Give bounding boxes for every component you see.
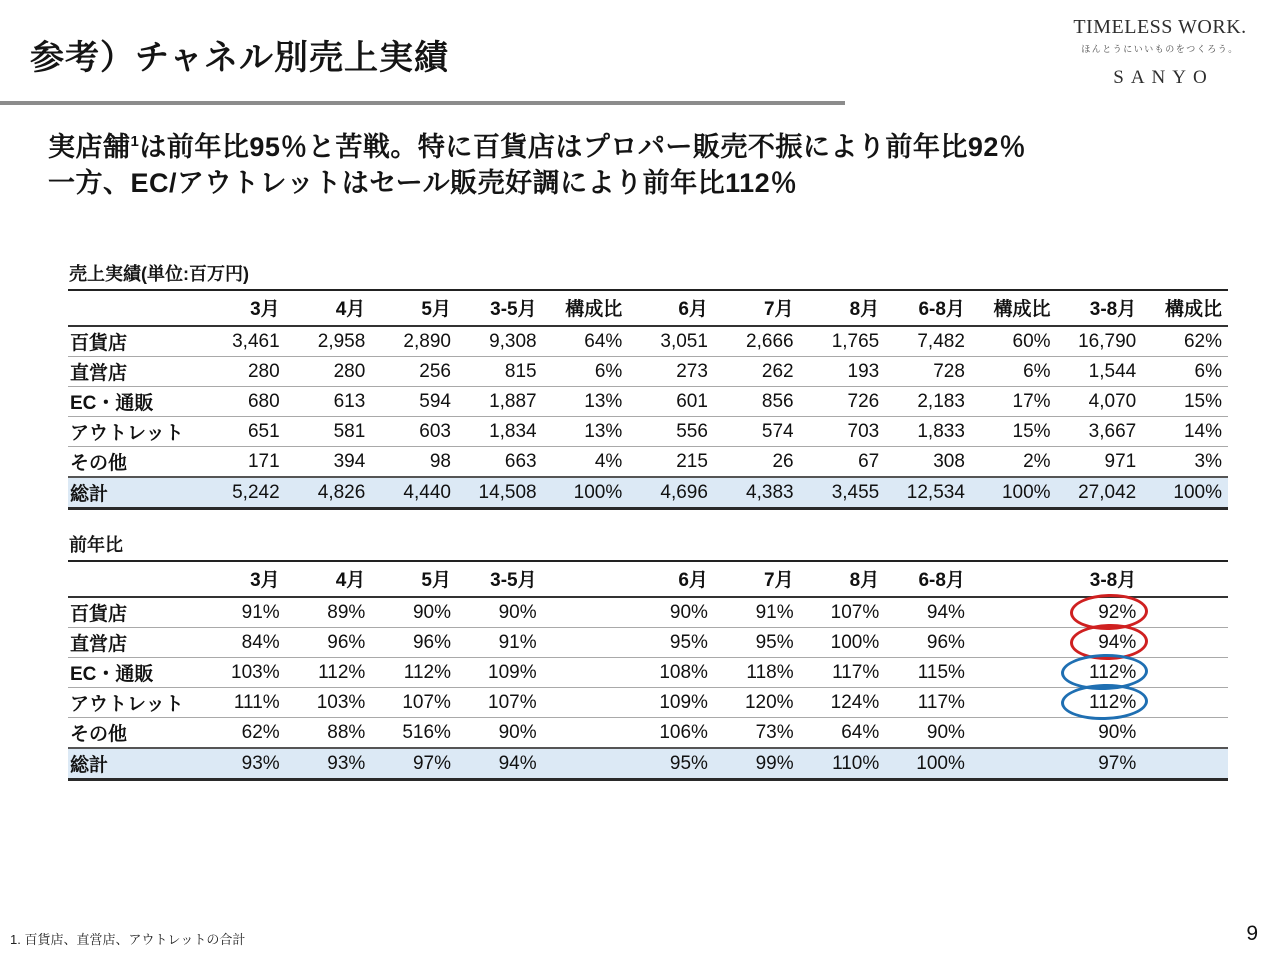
lead-message xyxy=(48,130,1026,202)
table-cell: 17% xyxy=(1012,390,1051,412)
table-cell: 1,544 xyxy=(1088,360,1137,382)
table-cell: 98 xyxy=(429,450,451,472)
yoy-table-caption: 前年比 xyxy=(69,535,123,555)
table-cell: 3,461 xyxy=(232,330,280,352)
header-row xyxy=(68,290,1228,326)
table-cell: 601 xyxy=(676,390,708,412)
table-cell: 703 xyxy=(847,420,880,442)
table-cell: 16,790 xyxy=(1078,330,1137,352)
table-cell: 94% xyxy=(926,601,965,623)
table-cell xyxy=(971,628,1057,658)
table-cell: 64% xyxy=(841,721,880,743)
table-cell: 95% xyxy=(669,752,708,774)
table-cell: 103% xyxy=(316,691,366,713)
table-cell: 117% xyxy=(917,691,965,713)
table-cell: 603 xyxy=(419,420,451,442)
column-header-empty xyxy=(68,290,200,326)
table-cell: 14,508 xyxy=(478,481,537,503)
column-header: 5月 xyxy=(371,561,457,597)
table-cell: 2% xyxy=(1023,450,1051,472)
table-cell: 89% xyxy=(327,601,366,623)
lead-line1-prefix: 実店舗 xyxy=(48,132,131,162)
table-cell: 106% xyxy=(659,721,708,743)
highlight-circle-blue: 112% xyxy=(1089,691,1137,713)
table-cell: 856 xyxy=(761,390,794,412)
table-cell: 14% xyxy=(1183,420,1222,442)
table-cell: 4,070 xyxy=(1088,390,1137,412)
table-cell: 574 xyxy=(761,420,794,442)
table-cell: 107% xyxy=(402,691,451,713)
table-cell: 115% xyxy=(917,661,965,683)
table-cell: 120% xyxy=(744,691,794,713)
column-header: 3-5月 xyxy=(457,561,543,597)
table-cell: 108% xyxy=(659,661,708,683)
table-cell: 73% xyxy=(755,721,794,743)
row-label: 総計 xyxy=(70,484,109,505)
table-cell: 26 xyxy=(772,450,794,472)
row-label: 直営店 xyxy=(70,634,128,655)
table-row xyxy=(68,628,1228,658)
table-cell: 96% xyxy=(412,631,451,653)
table-cell: 103% xyxy=(231,661,280,683)
table-cell: 6% xyxy=(594,360,623,382)
table-cell xyxy=(543,597,629,628)
table-cell: 90% xyxy=(1098,721,1137,743)
table-cell xyxy=(543,688,629,718)
table-cell: 4% xyxy=(594,450,623,472)
column-header-empty xyxy=(68,561,200,597)
table-cell: 1,887 xyxy=(489,390,537,412)
table-cell: 99% xyxy=(755,752,794,774)
table-cell: 124% xyxy=(830,691,880,713)
column-header-empty xyxy=(1142,561,1228,597)
table-row xyxy=(68,658,1228,688)
table-row xyxy=(68,387,1228,417)
column-header: 3月 xyxy=(200,290,286,326)
table-cell: 3,051 xyxy=(660,330,708,352)
total-row xyxy=(68,748,1228,780)
table-row xyxy=(68,718,1228,749)
table-row xyxy=(68,326,1228,357)
table-cell: 3,667 xyxy=(1088,420,1137,442)
table-cell xyxy=(1057,658,1143,688)
row-label: アウトレット xyxy=(70,423,184,444)
table-cell xyxy=(543,628,629,658)
highlight-circle-blue: 112% xyxy=(1089,661,1137,683)
table-cell: 112% xyxy=(403,661,451,683)
table-cell: 4,440 xyxy=(403,481,451,503)
table-cell: 97% xyxy=(412,752,451,774)
column-header: 構成比 xyxy=(1142,290,1228,326)
column-header: 6月 xyxy=(628,290,714,326)
table-cell: 93% xyxy=(327,752,366,774)
row-label: EC・通販 xyxy=(70,393,154,414)
table-cell: 2,890 xyxy=(403,330,451,352)
table-cell: 100% xyxy=(830,631,880,653)
table-cell: 15% xyxy=(1012,420,1051,442)
table-cell: 90% xyxy=(669,601,708,623)
table-cell: 728 xyxy=(933,360,965,382)
table-cell: 100% xyxy=(1173,481,1222,503)
row-label: アウトレット xyxy=(70,694,184,715)
highlight-circle-red: 92% xyxy=(1098,601,1137,623)
table-cell: 27,042 xyxy=(1078,481,1137,503)
table-cell: 111% xyxy=(233,691,280,713)
column-header: 構成比 xyxy=(971,290,1057,326)
table-cell: 94% xyxy=(498,752,537,774)
table-cell: 256 xyxy=(419,360,451,382)
column-header: 6-8月 xyxy=(885,290,971,326)
table-cell: 651 xyxy=(247,420,280,442)
table-cell: 4,696 xyxy=(660,481,708,503)
table-cell xyxy=(1057,688,1143,718)
column-header: 5月 xyxy=(371,290,457,326)
row-label: 総計 xyxy=(70,755,109,776)
table-cell: 100% xyxy=(1001,481,1051,503)
table-cell xyxy=(1057,628,1143,658)
row-label: 直営店 xyxy=(70,363,128,384)
table-cell xyxy=(971,688,1057,718)
column-header: 8月 xyxy=(800,561,886,597)
table-cell: 1,765 xyxy=(831,330,880,352)
column-header: 7月 xyxy=(714,290,800,326)
footnote: 1. 百貨店、直営店、アウトレットの合計 xyxy=(10,932,246,947)
table-cell: 280 xyxy=(247,360,280,382)
table-cell: 117% xyxy=(832,661,880,683)
footnote-marker: 1 xyxy=(130,133,140,150)
table-cell: 1,833 xyxy=(917,420,965,442)
column-header: 4月 xyxy=(286,561,372,597)
logo-company-name: SANYO xyxy=(1113,67,1214,88)
title-underline-rule xyxy=(0,101,845,105)
table-cell: 90% xyxy=(498,601,537,623)
table-cell: 118% xyxy=(746,661,794,683)
table-cell: 91% xyxy=(755,601,794,623)
table-cell: 112% xyxy=(318,661,366,683)
page-title: 参考）チャネル別売上実績 xyxy=(30,39,449,77)
row-label: 百貨店 xyxy=(70,604,128,625)
table-cell: 60% xyxy=(1012,330,1051,352)
table-cell: 663 xyxy=(504,450,537,472)
table-cell: 12,534 xyxy=(906,481,965,503)
table-cell: 13% xyxy=(584,390,623,412)
table-row xyxy=(68,597,1228,628)
table-cell: 171 xyxy=(247,450,280,472)
header-row xyxy=(68,561,1228,597)
table-cell xyxy=(1142,748,1228,780)
table-cell: 815 xyxy=(504,360,537,382)
yoy-section xyxy=(68,531,1228,781)
table-cell: 556 xyxy=(676,420,708,442)
row-label: その他 xyxy=(70,453,128,474)
table-cell: 726 xyxy=(847,390,880,412)
sales-results-section xyxy=(68,260,1228,510)
column-header: 3-8月 xyxy=(1057,290,1143,326)
column-header-empty xyxy=(543,561,629,597)
table-cell: 96% xyxy=(327,631,366,653)
column-header: 6-8月 xyxy=(885,561,971,597)
column-header: 構成比 xyxy=(543,290,629,326)
table-cell xyxy=(543,718,629,749)
table-cell: 680 xyxy=(247,390,280,412)
table-cell: 1,834 xyxy=(489,420,537,442)
table-cell: 109% xyxy=(659,691,708,713)
column-header: 3-5月 xyxy=(457,290,543,326)
column-header: 8月 xyxy=(800,290,886,326)
table-cell: 15% xyxy=(1183,390,1222,412)
table-cell: 394 xyxy=(333,450,366,472)
table-cell: 7,482 xyxy=(917,330,965,352)
table-cell xyxy=(971,748,1057,780)
table-row xyxy=(68,688,1228,718)
table-row xyxy=(68,417,1228,447)
table-cell: 594 xyxy=(419,390,451,412)
lead-line-1 xyxy=(48,130,1026,166)
column-header: 6月 xyxy=(628,561,714,597)
row-label: EC・通販 xyxy=(70,664,154,685)
table-cell: 95% xyxy=(669,631,708,653)
table-cell: 95% xyxy=(755,631,794,653)
table-cell: 90% xyxy=(926,721,965,743)
lead-line1-suffix: は前年比95％と苦戦。特に百貨店はプロパー販売不振により前年比92％ xyxy=(139,132,1027,162)
column-header-empty xyxy=(971,561,1057,597)
table-cell xyxy=(971,658,1057,688)
table-row xyxy=(68,357,1228,387)
table-cell: 308 xyxy=(933,450,965,472)
table-cell xyxy=(1142,628,1228,658)
table-cell: 100% xyxy=(916,752,965,774)
lead-line-2: 一方、EC/アウトレットはセール販売好調により前年比112％ xyxy=(48,167,798,198)
table-cell: 91% xyxy=(241,601,280,623)
table-cell xyxy=(543,748,629,780)
column-header: 3-8月 xyxy=(1057,561,1143,597)
table-cell: 2,958 xyxy=(317,330,366,352)
column-header: 4月 xyxy=(286,290,372,326)
table-cell: 64% xyxy=(584,330,623,352)
table-cell: 62% xyxy=(1183,330,1222,352)
table-cell: 2,666 xyxy=(746,330,794,352)
table-row xyxy=(68,447,1228,478)
table-cell: 93% xyxy=(241,752,280,774)
column-header: 3月 xyxy=(200,561,286,597)
row-label: その他 xyxy=(70,724,128,745)
logo-brand-text: TIMELESS WORK. xyxy=(1073,16,1247,38)
logo-tagline-text: ほんとうにいいものをつくろう。 xyxy=(1081,44,1239,54)
table-cell: 6% xyxy=(1194,360,1222,382)
table-cell: 971 xyxy=(1104,450,1137,472)
table-cell: 5,242 xyxy=(232,481,280,503)
sales-table-caption: 売上実績(単位:百万円) xyxy=(69,264,249,284)
table-cell: 9,308 xyxy=(489,330,537,352)
table-cell: 88% xyxy=(327,721,366,743)
table-cell: 84% xyxy=(241,631,280,653)
table-cell xyxy=(971,718,1057,749)
table-cell: 516% xyxy=(402,721,451,743)
table-cell: 13% xyxy=(584,420,623,442)
table-cell: 2,183 xyxy=(917,390,965,412)
table-cell: 67 xyxy=(858,450,880,472)
table-cell xyxy=(1142,688,1228,718)
table-cell: 90% xyxy=(498,721,537,743)
company-logo xyxy=(1054,16,1266,89)
table-cell: 6% xyxy=(1023,360,1051,382)
table-cell: 107% xyxy=(830,601,880,623)
table-cell: 90% xyxy=(412,601,451,623)
table-cell: 107% xyxy=(488,691,537,713)
table-cell: 97% xyxy=(1098,752,1137,774)
table-cell: 3% xyxy=(1194,450,1222,472)
table-cell: 273 xyxy=(676,360,708,382)
table-cell: 280 xyxy=(333,360,366,382)
page-number: 9 xyxy=(1246,922,1258,945)
table-cell: 193 xyxy=(847,360,880,382)
table-cell: 581 xyxy=(333,420,366,442)
table-cell: 96% xyxy=(926,631,965,653)
table-cell: 262 xyxy=(761,360,794,382)
table-cell: 4,826 xyxy=(317,481,366,503)
table-cell: 613 xyxy=(333,390,366,412)
table-cell: 3,455 xyxy=(831,481,880,503)
table-cell xyxy=(1142,718,1228,749)
table-cell: 4,383 xyxy=(746,481,794,503)
table-cell: 62% xyxy=(241,721,280,743)
table-cell: 91% xyxy=(498,631,537,653)
table-cell: 100% xyxy=(573,481,623,503)
table-cell: 215 xyxy=(676,450,708,472)
sales-results-table xyxy=(68,289,1228,510)
table-cell xyxy=(1142,597,1228,628)
table-cell xyxy=(971,597,1057,628)
column-header: 7月 xyxy=(714,561,800,597)
yoy-table xyxy=(68,560,1228,781)
row-label: 百貨店 xyxy=(70,333,128,354)
table-cell: 110% xyxy=(832,752,880,774)
table-cell xyxy=(543,658,629,688)
table-cell xyxy=(1057,597,1143,628)
highlight-circle-red: 94% xyxy=(1098,631,1137,653)
table-cell xyxy=(1142,658,1228,688)
total-row xyxy=(68,477,1228,509)
table-cell: 109% xyxy=(488,661,537,683)
